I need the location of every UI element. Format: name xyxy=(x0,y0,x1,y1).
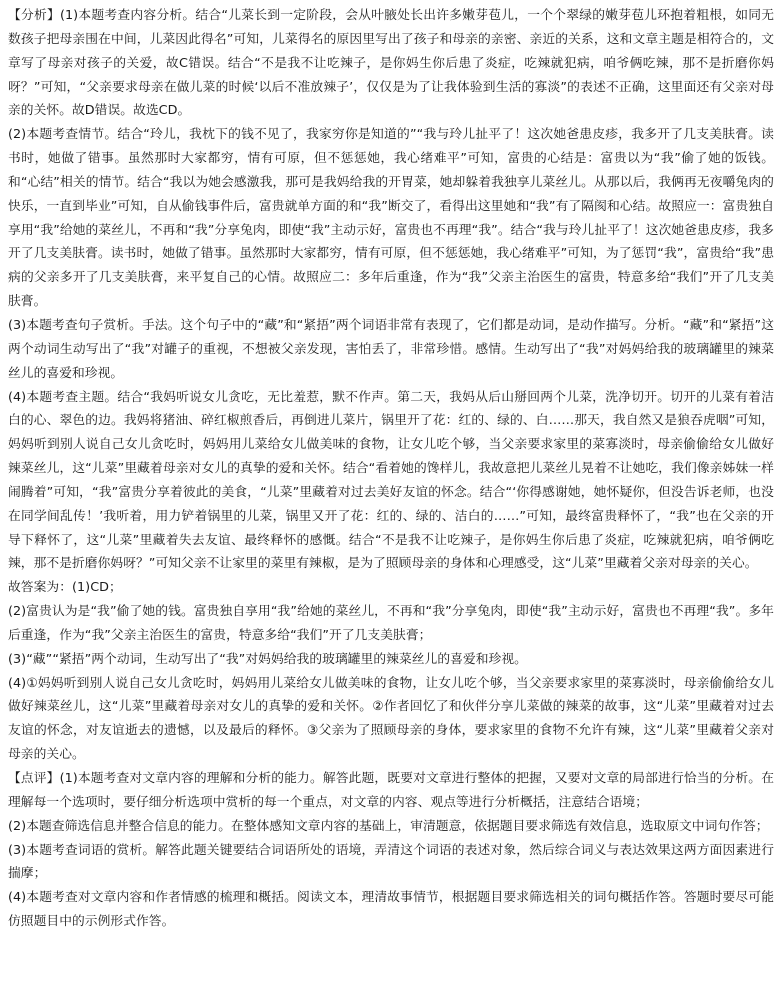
analysis-paragraph-2: (2)本题考查情节。结合“玲儿，我枕下的钱不见了，我家穷你是知道的”“我与玲儿扯平了！这次她爸患皮疹，我多开了几支美肤膏。读书时，她做了错事。虽然那时大家都穷，情有可原，但不惩惩她，我心绪难平”可知，富贵的心结是：富贵以为“我”偷了她的饭钱。和“心结”相关的情节。结合“我以为她会感激我，那可是我妈给我的开胃菜，她却躲着我独享儿菜丝儿。从那以后，我俩再无夜嚼兔肉的快乐，一直到毕业”可知，自从偷钱事件后，富贵就单方面的和“我”断交了，看得出这里她和“我”有了隔阂和心结。故照应一：富贵独自享用“我”给她的菜丝儿，不再和“我”分享兔肉，即使“我”主动示好，富贵也不再理“我”。结合“我与玲儿扯平了！这次她爸患皮疹，我多开了几支美肤膏。读书时，她做了错事。虽然那时大家都穷，情有可原，但不惩惩她，我心绪难平”可知，为了惩罚“我”，富贵给“我”患病的父亲多开了几支美肤膏，来平复自己的心情。故照应二：多年后重逢，作为“我”父亲主治医生的富贵，特意多给“我们”开了几支美肤膏。 xyxy=(8,127,774,310)
analysis-paragraph-1 xyxy=(8,4,774,123)
answer-4: (4)①妈妈听到别人说自己女儿贪吃时，妈妈用儿菜给女儿做美味的食物，让女儿吃个够，当父亲要求家里的菜寡淡时，母亲偷偷给女儿做好辣菜丝儿，这“儿菜”里藏着母亲对女儿的真挚的爱和关怀。②作者回忆了和伙伴分享儿菜做的辣菜的故事，这“儿菜”里藏着对过去友谊的怀念，对友谊逝去的遗憾，以及最后的释怀。③父亲为了照顾母亲的身体，要求家里的食物不允许有辣，这“儿菜”里藏着父亲对母亲的关心。 xyxy=(8,675,774,763)
analysis-tag: 【分析】 xyxy=(8,8,60,23)
comment-paragraph-2: (2)本题查筛选信息并整合信息的能力。在整体感知文章内容的基础上，审清题意，依据题目要求筛选有效信息，选取原文中词句作答； xyxy=(8,818,769,834)
answer-3: (3)“藏”“紧捂”两个动词，生动写出了“我”对妈妈给我的玻璃罐里的辣菜丝儿的喜爱和珍视。 xyxy=(8,651,527,667)
analysis-text-1: (1)本题考查内容分析。结合“儿菜长到一定阶段，会从叶腋处长出许多嫩芽苞儿，一个个翠绿的嫩芽苞儿环抱着粗根，如同无数孩子把母亲围在中间，儿菜因此得名”可知，儿菜得名的原因里写出了孩子和母亲的亲密、亲近的关系，这和文章主题是相符合的，文章写了母亲对孩子的关爱，故C错误。结合“不是我不让吃辣子，是你妈生你后患了炎症，吃辣就犯病，咱爷俩吃辣，那不是折磨你妈呀？”可知，“父亲要求母亲在做儿菜的时候‘以后不准放辣子’，仅仅是为了让我体验到生活的寡淡”的表述不正确，这里面还有父亲对母亲的关怀。故D错误。故选CD。 xyxy=(8,8,774,119)
comment-paragraph-1 xyxy=(8,767,774,815)
comment-text-1: (1)本题考查对文章内容的理解和分析的能力。解答此题，既要对文章进行整体的把握，又要对文章的局部进行恰当的分析。在理解每一个选项时，要仔细分析选项中赏析的每一个重点，对文章的内容、观点等进行分析概括，注意结合语境； xyxy=(8,771,775,810)
comment-paragraph-3: (3)本题考查词语的赏析。解答此题关键要结合词语所处的语境，弄清这个词语的表述对象，然后综合词义与表达效果这两方面因素进行揣摩； xyxy=(8,842,774,882)
answer-intro: 故答案为：(1)CD； xyxy=(8,580,122,596)
comment-tag: 【点评】 xyxy=(8,771,60,786)
analysis-paragraph-3: (3)本题考查句子赏析。手法。这个句子中的“藏”和“紧捂”两个词语非常有表现了，它们都是动词，是动作描写。分析。“藏”和“紧捂”这两个动词生动写出了“我”对罐子的重视，不想被父亲发现，害怕丢了，非常珍惜。感情。生动写出了“我”对妈妈给我的玻璃罐里的辣菜丝儿的喜爱和珍视。 xyxy=(8,317,774,381)
answer-2: (2)富贵认为是“我”偷了她的钱。富贵独自享用“我”给她的菜丝儿，不再和“我”分享兔肉，即使“我”主动示好，富贵也不再理“我”。多年后重逢，作为“我”父亲主治医生的富贵，特意多给“我们”开了几支美肤膏； xyxy=(8,604,774,643)
comment-paragraph-4: (4)本题考查对文章内容和作者情感的梳理和概括。阅读文本，理清故事情节，根据题目要求筛选相关的词句概括作答。答题时要尽可能仿照题目中的示例形式作答。 xyxy=(8,890,774,930)
analysis-paragraph-4: (4)本题考查主题。结合“我妈听说女儿贪吃，无比羞惹，默不作声。第二天，我妈从后山掰回两个儿菜，洗净切开。切开的儿菜有着洁白的心、翠色的边。我妈将猪油、碎红椒煎香后，再倒进儿菜片，锅里开了花：红的、绿的、白……那天，我自然又是狼吞虎咽”可知，妈妈听到别人说自己女儿贪吃时，妈妈用儿菜给女儿做美味的食物，让女儿吃个够，当父亲要求家里的菜寡淡时，母亲偷偷给女儿做好辣菜丝儿，这“儿菜”里藏着母亲对女儿的真挚的爱和关怀。结合“看着她的馋样儿，我故意把儿菜丝儿晃着不让她吃，我们像亲姊妹一样闹腾着”可知，“我”富贵分享着彼此的美食，“儿菜”里藏着对过去美好友谊的怀念。结合“‘你得感谢她，她怀疑你，但没告诉老师，也没在同学间乱传！’我听着，用力铲着锅里的儿菜，锅里又开了花：红的、绿的、洁白的……”可知，最终富贵释怀了，“我”也在父亲的开导下释怀了，这“儿菜”里藏着失去友谊、最终释怀的感慨。结合“不是我不让吃辣子，是你妈生你后患了炎症，吃辣就犯病，咱爷俩吃辣，那不是折磨你妈呀？”可知父亲不让家里的菜里有辣椒，是为了照顾母亲的身体和心理感受，这“儿菜”里藏着父亲对母亲的关心。 xyxy=(8,389,774,572)
